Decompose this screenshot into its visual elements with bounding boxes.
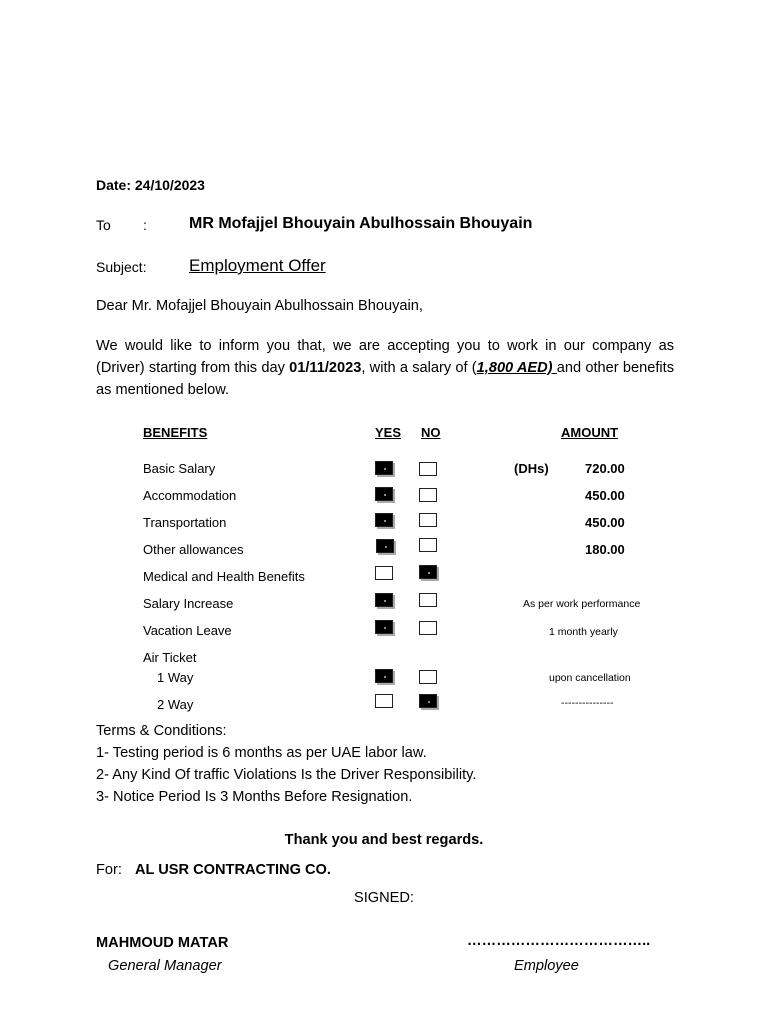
yes-checkbox[interactable] <box>375 513 393 527</box>
benefit-amount: 450.00 <box>585 515 625 530</box>
no-checkbox[interactable] <box>419 621 437 635</box>
no-checkbox[interactable] <box>419 694 437 708</box>
subject-text: Employment Offer <box>189 256 326 275</box>
terms-item: 3- Notice Period Is 3 Months Before Resignation. <box>96 789 413 805</box>
salutation: Dear Mr. Mofajjel Bhouyain Abulhossain Bhouyain, <box>96 298 423 314</box>
body-text-1: We would like to inform you that, we are accepting you to work in our company as (Driver) starting from this day <box>96 338 674 376</box>
yes-checkbox[interactable] <box>375 566 393 580</box>
currency-label: (DHs) <box>514 461 549 476</box>
to-colon: : <box>143 217 147 233</box>
yes-checkbox[interactable] <box>375 694 393 708</box>
header-amount: AMOUNT <box>561 425 619 440</box>
yes-checkbox[interactable] <box>375 620 393 634</box>
no-checkbox[interactable] <box>419 488 437 502</box>
yes-checkbox[interactable] <box>375 461 393 475</box>
employee-title: Employee <box>514 958 579 974</box>
terms-item: 2- Any Kind Of traffic Violations Is the Driver Responsibility. <box>96 767 477 783</box>
manager-title: General Manager <box>108 958 222 974</box>
terms-item: 1- Testing period is 6 months as per UAE labor law. <box>96 745 427 761</box>
to-label: To <box>96 217 111 233</box>
benefit-label: Salary Increase <box>143 596 234 611</box>
benefit-label: Air Ticket <box>143 650 197 665</box>
recipient-name: MR Mofajjel Bhouyain Abulhossain Bhouyain <box>189 215 533 232</box>
benefit-note: upon cancellation <box>549 672 631 684</box>
benefit-label: 1 Way <box>157 670 194 685</box>
benefit-label: Accommodation <box>143 488 237 503</box>
no-checkbox[interactable] <box>419 565 437 579</box>
body-paragraph <box>96 335 674 401</box>
salary-amount: 1,800 AED) <box>476 360 557 376</box>
employee-signature-line: ……………………………….. <box>467 933 651 949</box>
yes-checkbox[interactable] <box>376 539 394 553</box>
subject-label: Subject: <box>96 259 147 275</box>
for-label: For: <box>96 862 122 878</box>
benefit-label: Transportation <box>143 515 227 530</box>
benefit-label: 2 Way <box>157 697 194 712</box>
benefit-label: Medical and Health Benefits <box>143 569 305 584</box>
body-text-3: and other benefits as mentioned below. <box>96 360 675 398</box>
benefit-label: Basic Salary <box>143 461 216 476</box>
no-checkbox[interactable] <box>419 513 437 527</box>
header-yes: YES <box>375 425 402 440</box>
no-checkbox[interactable] <box>419 538 437 552</box>
benefit-note: As per work performance <box>523 598 641 610</box>
header-no: NO <box>421 425 441 440</box>
header-benefits: BENEFITS <box>143 425 208 440</box>
yes-checkbox[interactable] <box>375 487 393 501</box>
benefit-amount: 450.00 <box>585 488 625 503</box>
benefit-label: Other allowances <box>143 542 244 557</box>
no-checkbox[interactable] <box>419 462 437 476</box>
body-text-2: , with a salary of ( <box>361 360 477 376</box>
letter-date: Date: 24/10/2023 <box>96 177 205 193</box>
regards-text: Thank you and best regards. <box>284 832 484 848</box>
company-name: AL USR CONTRACTING CO. <box>135 862 331 878</box>
benefit-note: --------------- <box>561 697 614 709</box>
yes-checkbox[interactable] <box>375 669 393 683</box>
terms-title: Terms & Conditions: <box>96 723 227 739</box>
manager-name: MAHMOUD MATAR <box>96 935 229 951</box>
start-date: 01/11/2023 <box>289 360 362 376</box>
benefit-amount: 720.00 <box>585 461 625 476</box>
benefit-label: Vacation Leave <box>143 623 232 638</box>
no-checkbox[interactable] <box>419 670 437 684</box>
benefit-amount: 180.00 <box>585 542 625 557</box>
yes-checkbox[interactable] <box>375 593 393 607</box>
signed-label: SIGNED: <box>353 890 414 906</box>
no-checkbox[interactable] <box>419 593 437 607</box>
benefit-note: 1 month yearly <box>549 626 618 638</box>
